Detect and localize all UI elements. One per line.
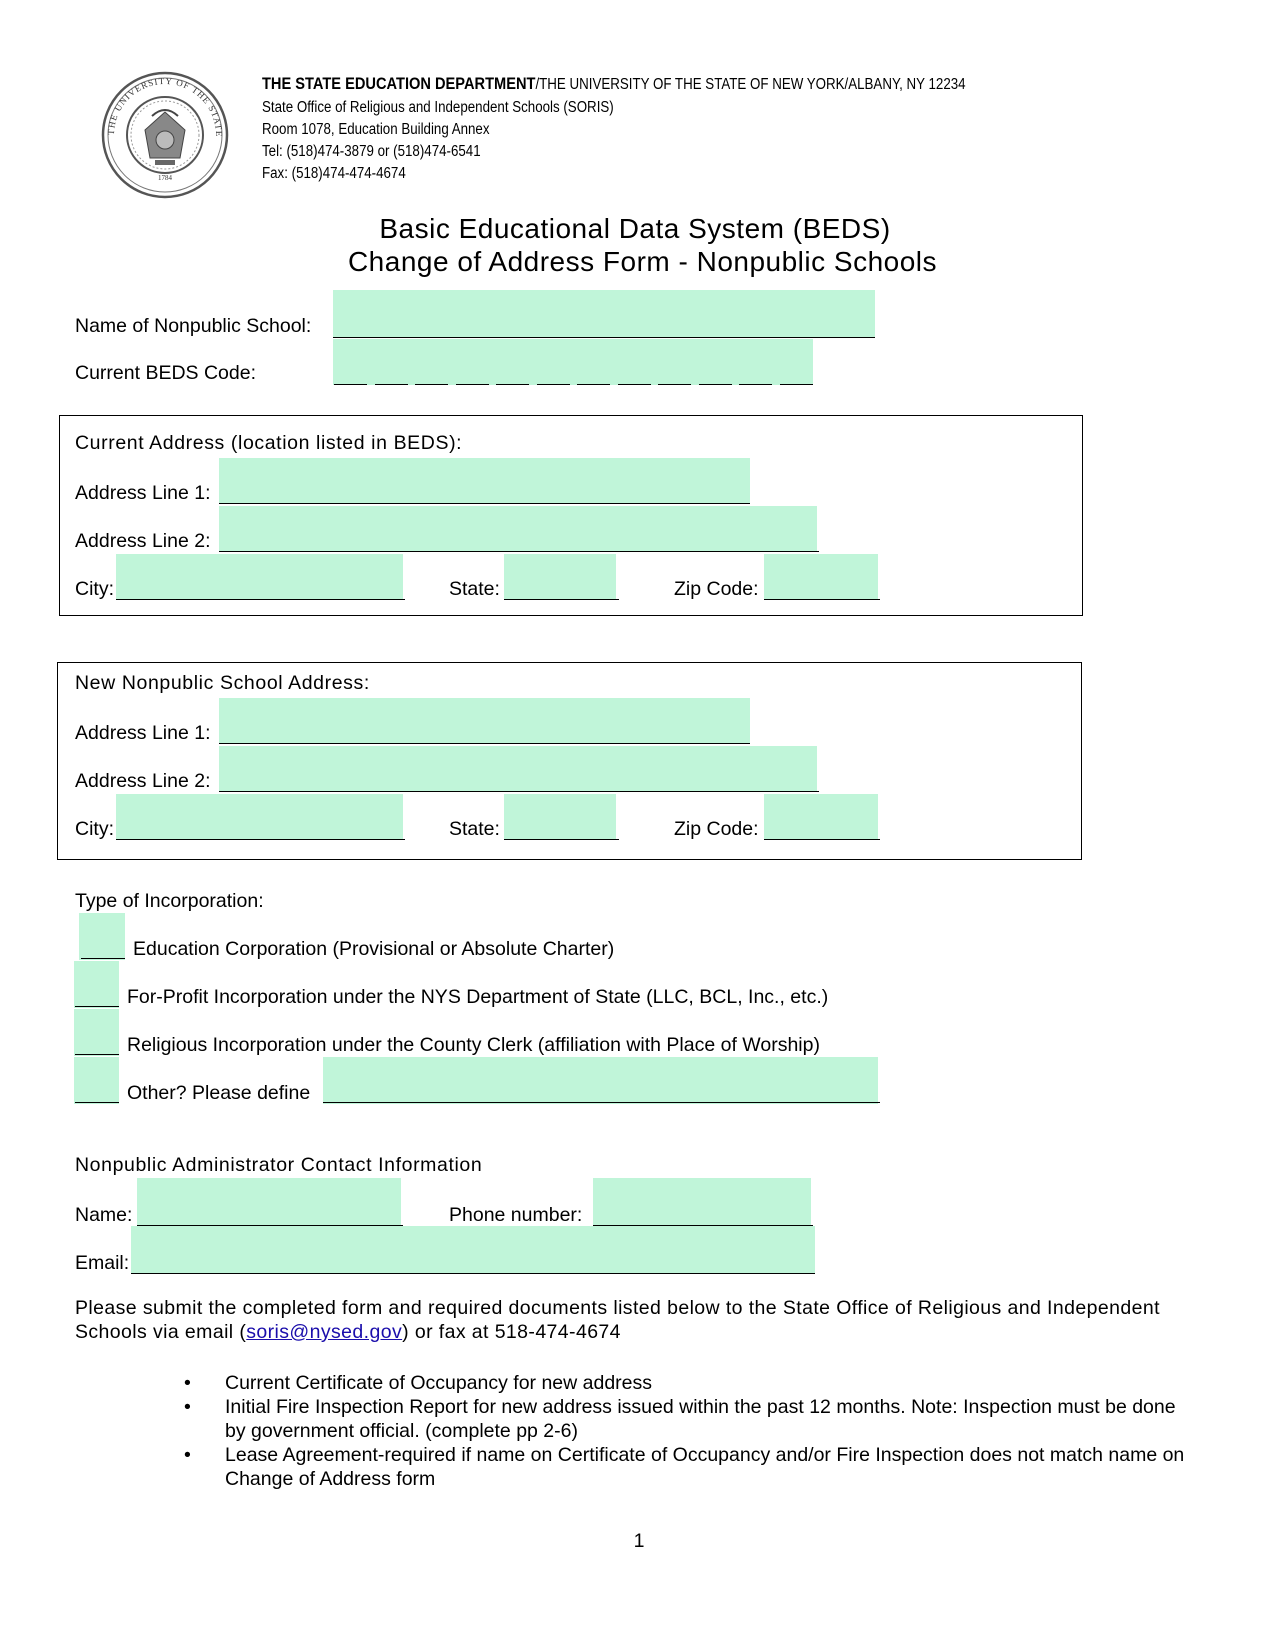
requirement-item xyxy=(184,1443,1194,1491)
current-address-line2-field[interactable] xyxy=(219,506,817,552)
current-zip-underline xyxy=(764,599,880,600)
new-address-heading: New Nonpublic School Address: xyxy=(75,672,370,694)
beds-digit-line xyxy=(456,384,489,385)
new-address-line1-underline xyxy=(219,743,750,744)
dept-name: THE STATE EDUCATION DEPARTMENT xyxy=(262,74,536,93)
bullet-icon: • xyxy=(184,1372,191,1394)
current-address-line1-field[interactable] xyxy=(219,458,750,504)
new-address-line2-field[interactable] xyxy=(219,746,817,792)
incorporation-religious-checkbox[interactable] xyxy=(74,1009,119,1056)
form-title-line1: Basic Educational Data System (BEDS) xyxy=(379,213,891,244)
state-seal xyxy=(100,70,230,200)
current-address-line1-underline xyxy=(219,503,750,504)
school-name-label: Name of Nonpublic School: xyxy=(75,315,312,337)
header-room: Room 1078, Education Building Annex xyxy=(262,121,490,138)
incorporation-option-education: Education Corporation (Provisional or Absolute Charter) xyxy=(133,938,615,960)
contact-phone-field[interactable] xyxy=(593,1178,811,1226)
incorporation-option-for-profit: For-Profit Incorporation under the NYS Department of State (LLC, BCL, Inc., etc.) xyxy=(127,986,829,1008)
beds-code-label: Current BEDS Code: xyxy=(75,362,256,384)
new-state-field[interactable] xyxy=(504,794,616,840)
submit-instructions xyxy=(75,1296,1195,1344)
contact-name-field[interactable] xyxy=(137,1178,401,1226)
current-city-field[interactable] xyxy=(116,554,403,600)
incorporation-for-profit-blank xyxy=(75,1006,119,1007)
beds-digit-line xyxy=(496,384,529,385)
current-state-field[interactable] xyxy=(504,554,616,600)
page-number: 1 xyxy=(633,1530,645,1552)
school-name-underline xyxy=(333,337,875,338)
beds-digit-line xyxy=(577,384,610,385)
form-title-line2: Change of Address Form - Nonpublic Schools xyxy=(347,246,938,277)
soris-email-link[interactable]: soris@nysed.gov xyxy=(246,1321,403,1343)
submit-text-after: ) or fax at 518-474-4674 xyxy=(402,1321,621,1343)
contact-heading: Nonpublic Administrator Contact Information xyxy=(75,1154,483,1176)
header-office: State Office of Religious and Independent Schools (SORIS) xyxy=(262,99,614,116)
requirement-item xyxy=(184,1395,1194,1443)
contact-name-label: Name: xyxy=(75,1204,133,1226)
new-address-line2-underline xyxy=(219,791,819,792)
beds-digit-line xyxy=(334,384,367,385)
incorporation-option-religious: Religious Incorporation under the County Clerk (affiliation with Place of Worship) xyxy=(127,1034,820,1056)
new-address-line1-field[interactable] xyxy=(219,698,750,744)
seal-text: THE UNIVERSITY OF THE STATE xyxy=(105,75,225,138)
incorporation-other-blank xyxy=(75,1102,119,1103)
contact-email-field[interactable] xyxy=(131,1226,815,1274)
requirement-text: Lease Agreement-required if name on Certificate of Occupancy and/or Fire Inspection does not match name on Change of Address form xyxy=(225,1444,1185,1490)
incorporation-education-checkbox[interactable] xyxy=(79,913,125,960)
beds-digit-line xyxy=(618,384,651,385)
beds-digit-line xyxy=(780,384,813,385)
incorporation-education-blank xyxy=(81,958,125,959)
new-zip-underline xyxy=(764,839,880,840)
beds-digit-line xyxy=(699,384,732,385)
beds-digit-line xyxy=(375,384,408,385)
contact-email-underline xyxy=(131,1273,815,1274)
header-tel: Tel: (518)474-3879 or (518)474-6541 xyxy=(262,143,481,160)
contact-phone-label: Phone number: xyxy=(449,1204,583,1226)
current-city-label: City: xyxy=(75,578,114,600)
new-zip-field[interactable] xyxy=(764,794,878,840)
beds-digit-line xyxy=(658,384,691,385)
new-city-field[interactable] xyxy=(116,794,403,840)
current-zip-label: Zip Code: xyxy=(674,578,759,600)
current-address-line2-underline xyxy=(219,551,819,552)
submit-text-before: Please submit the completed form and required documents listed below to the State Office of Religious and Independent Schools via email ( xyxy=(75,1297,1160,1343)
requirement-text: Current Certificate of Occupancy for new address xyxy=(225,1372,653,1394)
current-state-underline xyxy=(504,599,619,600)
school-name-field[interactable] xyxy=(333,290,875,338)
new-city-underline xyxy=(116,839,405,840)
current-address-line1-label: Address Line 1: xyxy=(75,482,211,504)
seal-year: 1784 xyxy=(158,174,172,182)
current-address-heading: Current Address (location listed in BEDS): xyxy=(75,432,463,454)
new-address-line2-label: Address Line 2: xyxy=(75,770,211,792)
incorporation-other-define-underline xyxy=(323,1102,880,1103)
current-city-underline xyxy=(116,599,405,600)
new-address-line1-label: Address Line 1: xyxy=(75,722,211,744)
incorporation-heading: Type of Incorporation: xyxy=(75,890,264,912)
incorporation-for-profit-checkbox[interactable] xyxy=(74,961,119,1008)
requirement-text: Initial Fire Inspection Report for new address issued within the past 12 months. Note: Inspection must be done by government official. (complete pp 2-6) xyxy=(225,1396,1176,1442)
bullet-icon: • xyxy=(184,1444,191,1466)
contact-email-label: Email: xyxy=(75,1252,130,1274)
header-fax: Fax: (518)474-474-4674 xyxy=(262,165,406,182)
dept-rest: /THE UNIVERSITY OF THE STATE OF NEW YORK/ALBANY, NY 12234 xyxy=(535,76,966,93)
beds-digit-line xyxy=(537,384,570,385)
incorporation-other-checkbox[interactable] xyxy=(74,1057,119,1104)
current-zip-field[interactable] xyxy=(764,554,878,600)
incorporation-religious-blank xyxy=(75,1054,119,1055)
incorporation-option-other: Other? Please define xyxy=(127,1082,311,1104)
requirements-list xyxy=(184,1371,1194,1491)
new-state-underline xyxy=(504,839,619,840)
beds-digit-line xyxy=(415,384,448,385)
new-state-label: State: xyxy=(449,818,500,840)
beds-code-field[interactable] xyxy=(333,339,813,385)
beds-digit-line xyxy=(739,384,772,385)
new-zip-label: Zip Code: xyxy=(674,818,759,840)
current-state-label: State: xyxy=(449,578,500,600)
header-dept-line xyxy=(262,73,966,96)
current-address-line2-label: Address Line 2: xyxy=(75,530,211,552)
bullet-icon: • xyxy=(184,1396,191,1418)
requirement-item xyxy=(184,1371,1194,1395)
incorporation-other-define-field[interactable] xyxy=(323,1057,878,1104)
new-city-label: City: xyxy=(75,818,114,840)
